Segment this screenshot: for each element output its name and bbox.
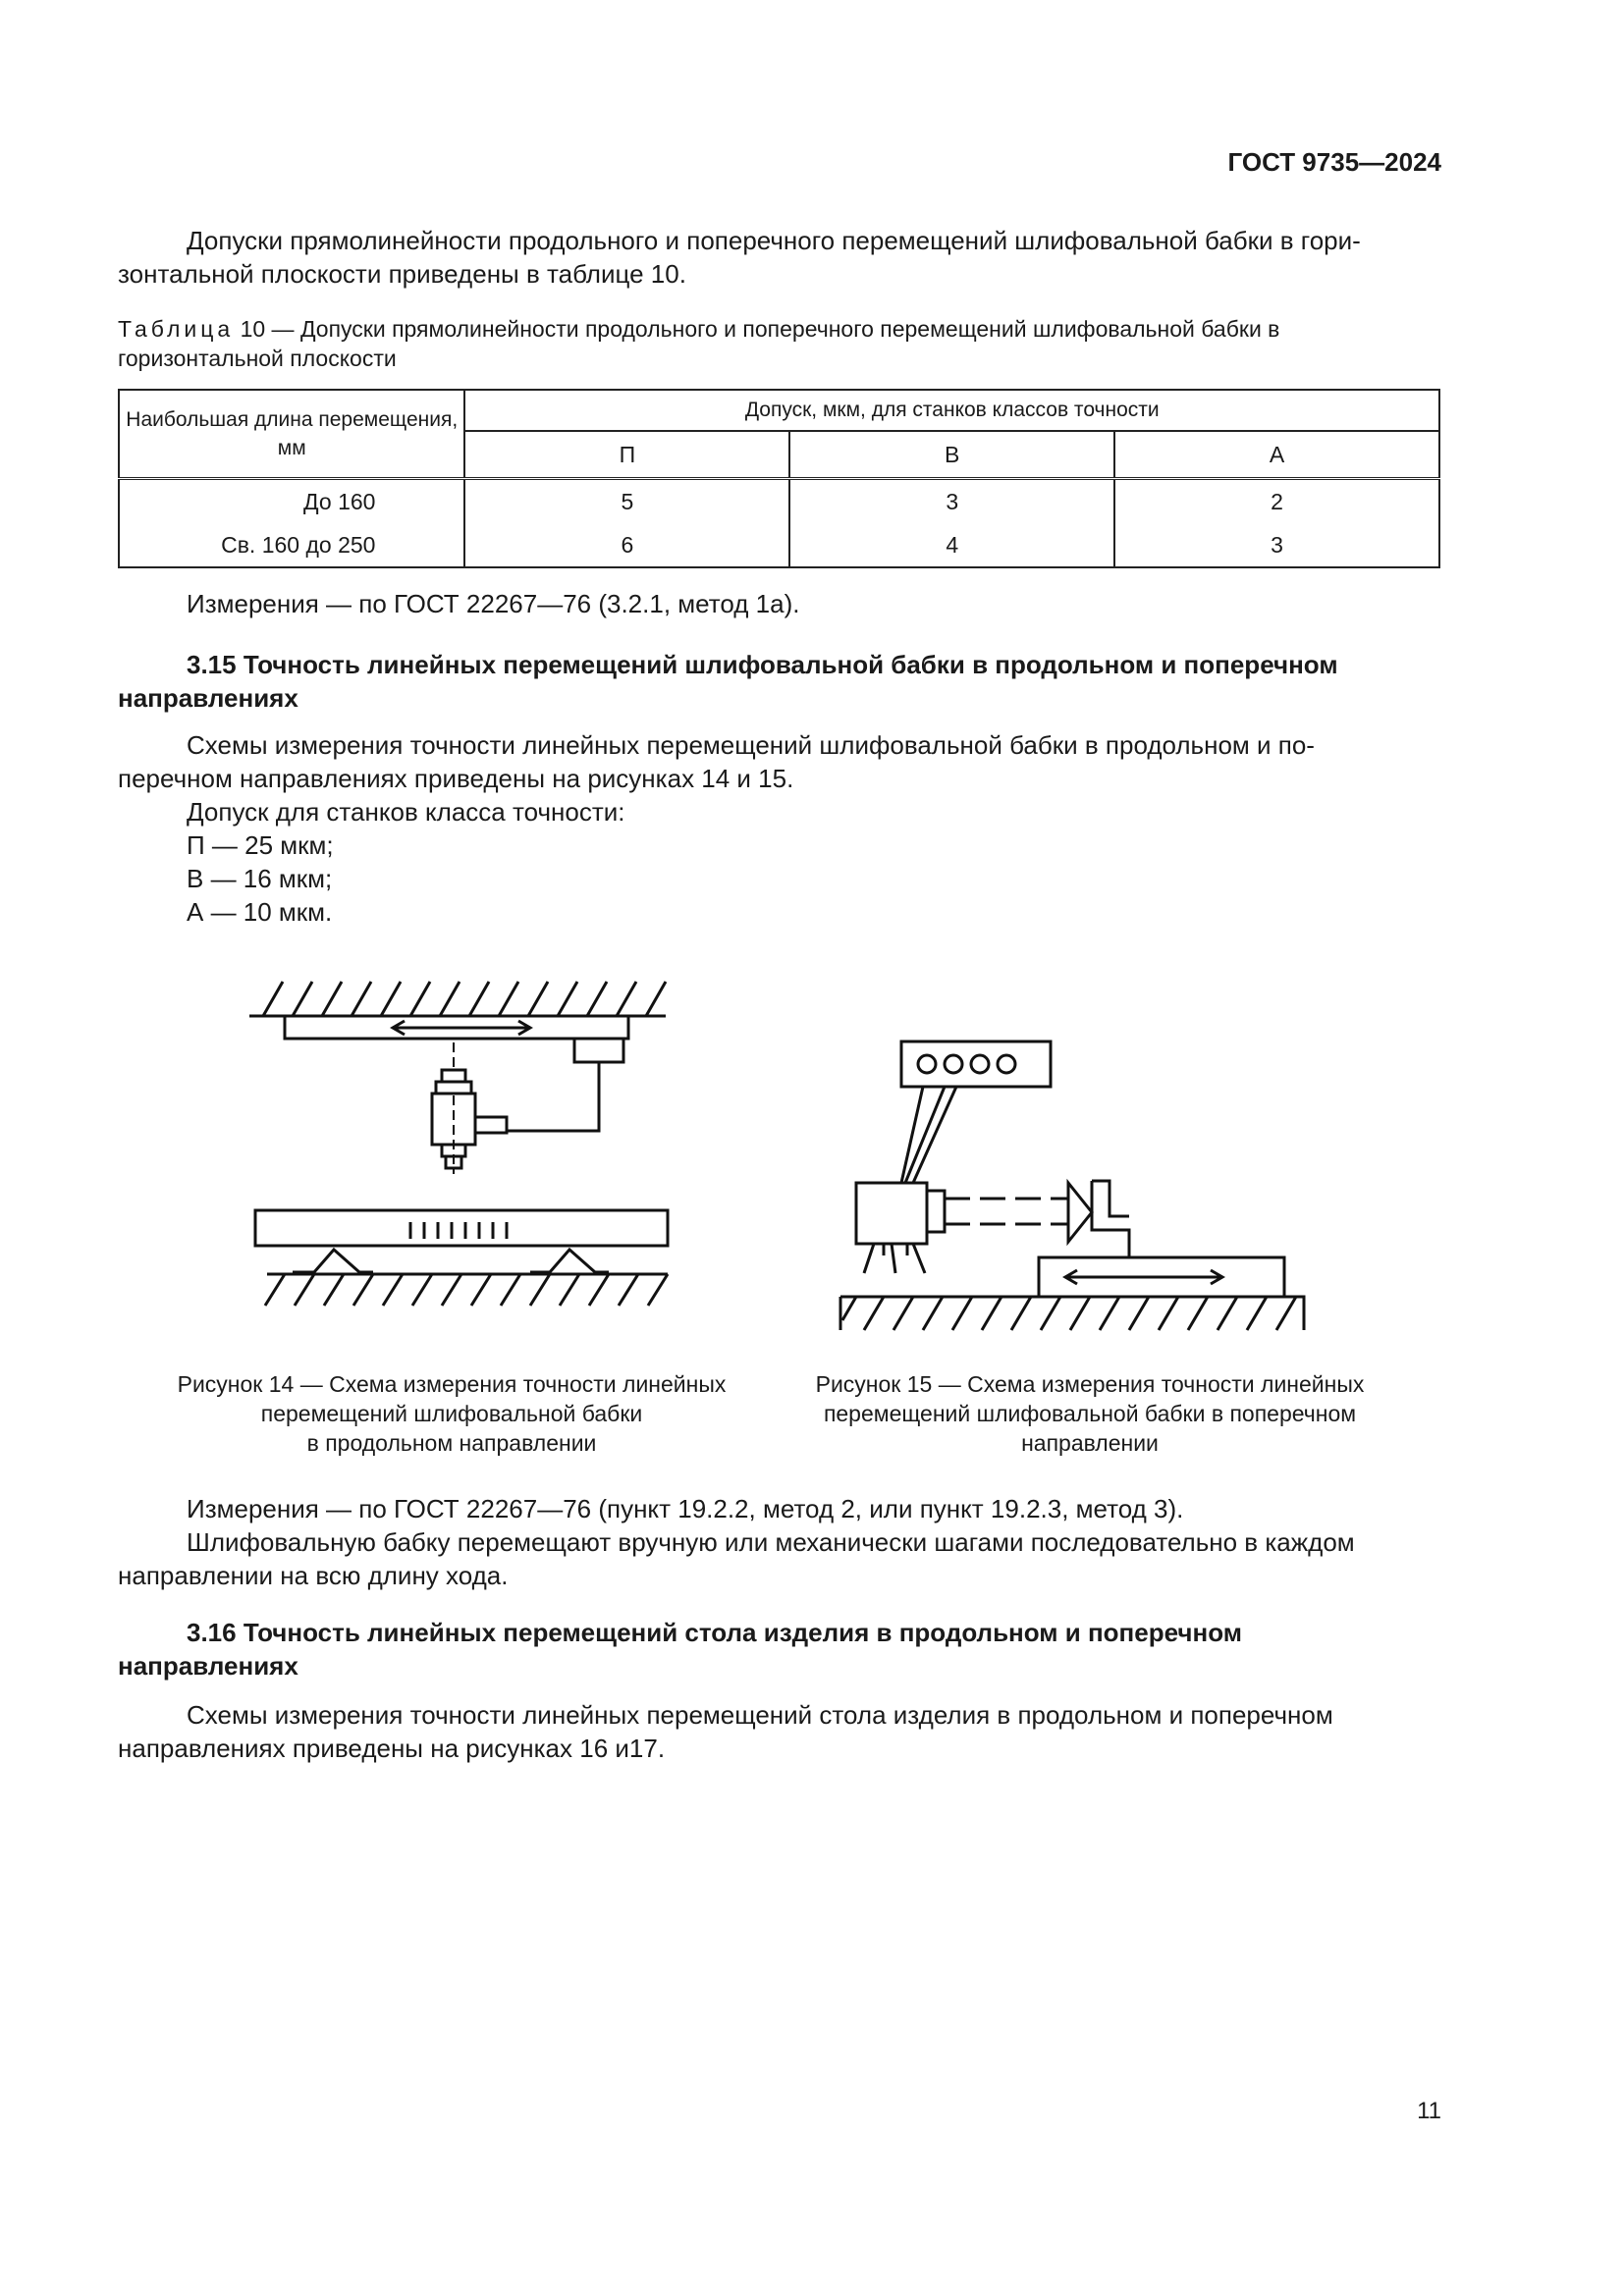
movement-line-2: направлении на всю длину хода. bbox=[118, 1561, 509, 1590]
double-arrow-icon bbox=[393, 1021, 530, 1035]
tolerance-intro: Допуск для станков класса точности: bbox=[187, 797, 625, 827]
section-3-15-title-line-2: направлениях bbox=[118, 683, 298, 713]
intro-line-1: Допуски прямолинейности продольного и поперечного перемещений шлифовальной бабки в гори- bbox=[187, 226, 1361, 255]
row-length: Св. 160 до 250 bbox=[119, 523, 464, 567]
intro-paragraph bbox=[118, 224, 1439, 291]
intro-line-2: зонтальной плоскости приведены в таблице 10. bbox=[118, 259, 686, 289]
tolerance-item: П — 25 мкм; bbox=[187, 830, 334, 860]
section-3-15-text bbox=[118, 728, 1439, 795]
table-cell: 3 bbox=[789, 479, 1114, 524]
table-caption-line-1 bbox=[118, 314, 1439, 344]
figure-14-caption bbox=[137, 1369, 766, 1458]
figure-14-diagram bbox=[245, 972, 687, 1325]
section-3-16-text bbox=[118, 1698, 1439, 1765]
table-row bbox=[119, 523, 1439, 567]
table-caption-rest: 10 — Допуски прямолинейности продольного и поперечного перемещений шлифовальной бабки в bbox=[234, 316, 1280, 342]
column-header-class-p: П bbox=[464, 431, 789, 479]
display-cable bbox=[901, 1087, 956, 1183]
table-caption bbox=[118, 314, 1439, 373]
page-number: 11 bbox=[1417, 2098, 1441, 2124]
table-cell: 3 bbox=[1114, 523, 1439, 567]
scale-marks bbox=[410, 1222, 507, 1239]
figure-15-diagram bbox=[835, 1036, 1316, 1350]
bracket-block bbox=[574, 1039, 623, 1062]
column-header-length: Наибольшая длина перемещения, мм bbox=[119, 390, 464, 479]
reflector-icon bbox=[1068, 1181, 1129, 1257]
section-3-16-title-line-2: направлениях bbox=[118, 1651, 298, 1681]
section-3-16-text-line-2: направлениях приведены на рисунках 16 и17. bbox=[118, 1734, 666, 1763]
laser-head-icon bbox=[856, 1183, 945, 1273]
figure-15-caption bbox=[785, 1369, 1394, 1458]
table-cell: 4 bbox=[789, 523, 1114, 567]
figure-14-caption-line-2: перемещений шлифовальной бабки bbox=[260, 1401, 643, 1426]
movement-line-1: Шлифовальную бабку перемещают вручную или механически шагами последовательно в каждом bbox=[187, 1527, 1355, 1557]
measurement-reference-1: Измерения — по ГОСТ 22267—76 (3.2.1, метод 1а). bbox=[187, 589, 800, 618]
hatched-base bbox=[840, 1297, 1304, 1330]
section-3-15-title-line-1: 3.15 Точность линейных перемещений шлифовальной бабки в продольном и поперечном bbox=[187, 650, 1338, 679]
column-header-tolerance: Допуск, мкм, для станков классов точности bbox=[464, 390, 1439, 431]
figure-14-caption-line-1: Рисунок 14 — Схема измерения точности линейных bbox=[177, 1371, 727, 1397]
table-caption-label: Таблица bbox=[118, 316, 235, 342]
row-length: До 160 bbox=[119, 479, 464, 524]
display-unit-icon bbox=[901, 1041, 1051, 1087]
table-cell: 6 bbox=[464, 523, 789, 567]
table-cell: 2 bbox=[1114, 479, 1439, 524]
bracket-arm bbox=[507, 1062, 599, 1131]
tolerance-item: А — 10 мкм. bbox=[187, 897, 333, 927]
section-3-15-text-line-1: Схемы измерения точности линейных перемещений шлифовальной бабки в продольном и по- bbox=[187, 730, 1315, 760]
document-header: ГОСТ 9735—2024 bbox=[1227, 147, 1441, 177]
figure-15-caption-line-3: направлении bbox=[1021, 1430, 1159, 1456]
table-cell: 5 bbox=[464, 479, 789, 524]
section-3-15-text-line-2: перечном направлениях приведены на рисунках 14 и 15. bbox=[118, 764, 794, 793]
indicator-head-icon bbox=[432, 1042, 507, 1174]
section-3-16-text-line-1: Схемы измерения точности линейных перемещений стола изделия в продольном и поперечном bbox=[187, 1700, 1333, 1730]
tolerance-table bbox=[118, 389, 1440, 568]
ruler-supports bbox=[293, 1250, 609, 1272]
figure-14-caption-line-3: в продольном направлении bbox=[306, 1430, 597, 1456]
scale-ruler bbox=[255, 1210, 668, 1246]
section-3-16-title bbox=[118, 1616, 1439, 1682]
column-header-class-a: А bbox=[1114, 431, 1439, 479]
section-3-16-title-line-1: 3.16 Точность линейных перемещений стола изделия в продольном и поперечном bbox=[187, 1618, 1242, 1647]
hatched-base bbox=[265, 1274, 668, 1306]
table-double-arrow-icon bbox=[1065, 1270, 1222, 1284]
figure-15-caption-line-2: перемещений шлифовальной бабки в поперечном bbox=[823, 1401, 1357, 1426]
table-row bbox=[119, 479, 1439, 524]
section-3-15-title bbox=[118, 648, 1439, 715]
figure-15-caption-line-1: Рисунок 15 — Схема измерения точности линейных bbox=[815, 1371, 1365, 1397]
tolerance-item: В — 16 мкм; bbox=[187, 864, 333, 893]
table-caption-line-2: горизонтальной плоскости bbox=[118, 346, 397, 371]
column-header-class-v: В bbox=[789, 431, 1114, 479]
laser-beam bbox=[945, 1199, 1068, 1224]
movement-paragraph bbox=[118, 1525, 1439, 1592]
hatched-ceiling bbox=[249, 982, 666, 1016]
measurement-reference-2: Измерения — по ГОСТ 22267—76 (пункт 19.2.2, метод 2, или пункт 19.2.3, метод 3). bbox=[187, 1494, 1184, 1523]
